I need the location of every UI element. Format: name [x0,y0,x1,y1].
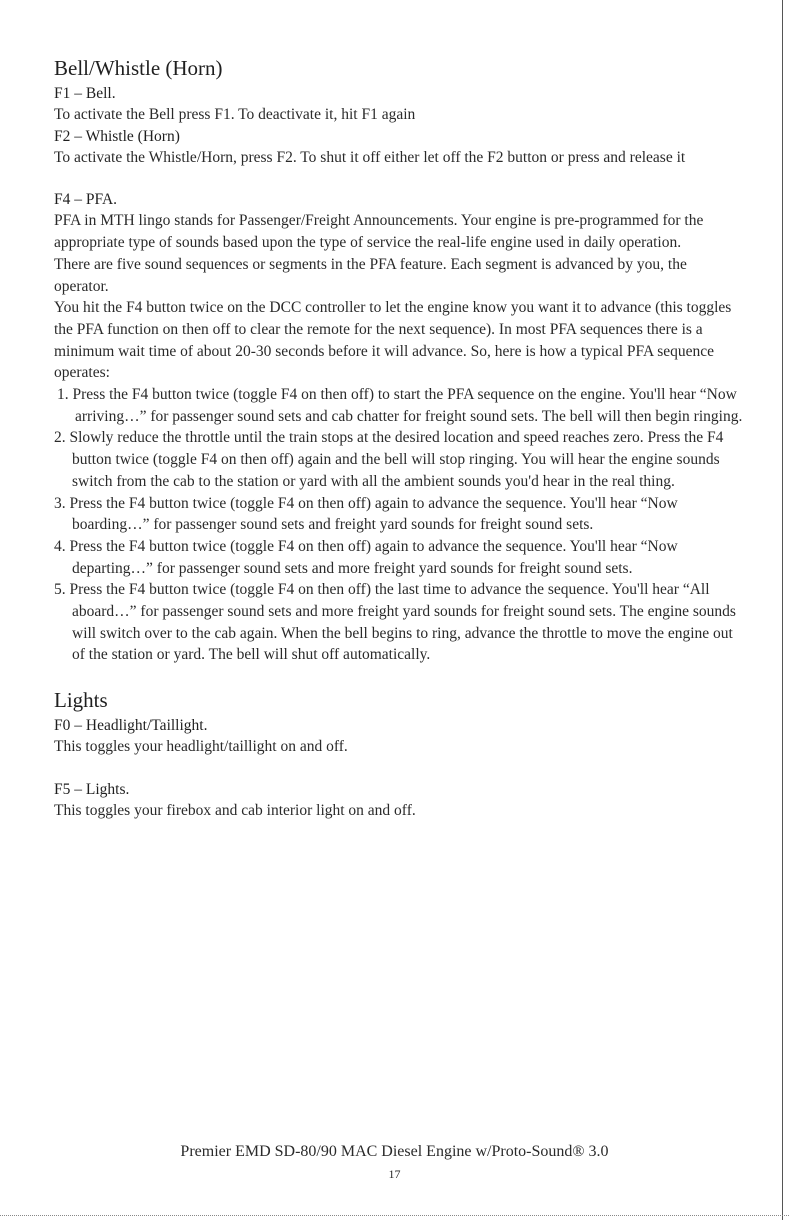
pfa-step-4: 4. Press the F4 button twice (toggle F4 on then off) again to advance the sequence. You'll hear “Now departing…” for passenger sound sets and more freight yard sounds for freight sound sets. [54,537,678,577]
f0-text: This toggles your headlight/taillight on and off. [54,738,348,756]
page-bottom-rule [0,1215,789,1216]
spacer [54,758,744,779]
spacer [54,666,744,687]
f1-text: To activate the Bell press F1. To deactivate it, hit F1 again [54,106,416,123]
page-edge-rule [782,0,783,1220]
manual-page [54,55,744,822]
f4-paragraph-1: PFA in MTH lingo stands for Passenger/Freight Announcements. Your engine is pre-programmed for the appropriate type of sounds based upon the type of service the real-life engine used in daily operation. [54,212,704,252]
f0-title: F0 – Headlight/Taillight. [54,717,208,735]
page-footer [0,1143,789,1182]
footer-title: Premier EMD SD-80/90 MAC Diesel Engine w/Proto-Sound® 3.0 [180,1143,609,1160]
f1-title: F1 – Bell. [54,85,116,102]
pfa-steps-list [54,384,744,666]
page-number: 17 [388,1167,401,1181]
f2-text: To activate the Whistle/Horn, press F2. To shut it off either let off the F2 button or press and release it [54,148,686,166]
spacer [54,168,744,189]
f4-paragraph-3: You hit the F4 button twice on the DCC controller to let the engine know you want it to advance (this toggles the PFA function on then off to clear the remote for the next sequence). In most PFA sequences there is a minimum wait time of about 20-30 seconds before it will advance. So, here is how a typical PFA sequence operates: [54,299,732,382]
f2-title: F2 – Whistle (Horn) [54,127,180,145]
f5-title: F5 – Lights. [54,780,130,798]
pfa-step-3: 3. Press the F4 button twice (toggle F4 on then off) again to advance the sequence. You'll hear “Now boarding…” for passenger sound sets and freight yard sounds for freight sound sets. [54,494,678,534]
pfa-step-5: 5. Press the F4 button twice (toggle F4 on then off) the last time to advance the sequence. You'll hear “All aboard…” for passenger sound sets and more freight yard sounds for freight sound sets. The engine sounds will switch over to the cab again. When the bell begins to ring, advance the throttle to move the engine out of the station or yard. The bell will shut off automatically. [54,581,736,664]
pfa-step-1: 1. Press the F4 button twice (toggle F4 on then off) to start the PFA sequence on the engine. You'll hear “Now arriving…” for passenger sound sets and cab chatter for freight sound sets. The bell will then begin ringing. [57,386,743,425]
pfa-step-2: 2. Slowly reduce the throttle until the train stops at the desired location and speed reaches zero. Press the F4 button twice (toggle F4 on then off) again and the bell will stop ringing. You will hear the engine sounds switch from the cab to the station or yard with all the ambient sounds you'd hear in the real thing. [54,429,724,490]
f5-text: This toggles your firebox and cab interior light on and off. [54,801,416,819]
section-heading-bell: Bell/Whistle (Horn) [54,56,223,80]
f4-paragraph-2: There are five sound sequences or segments in the PFA feature. Each segment is advanced by you, the operator. [54,255,687,295]
f4-title: F4 – PFA. [54,191,118,209]
section-heading-lights: Lights [54,688,108,713]
